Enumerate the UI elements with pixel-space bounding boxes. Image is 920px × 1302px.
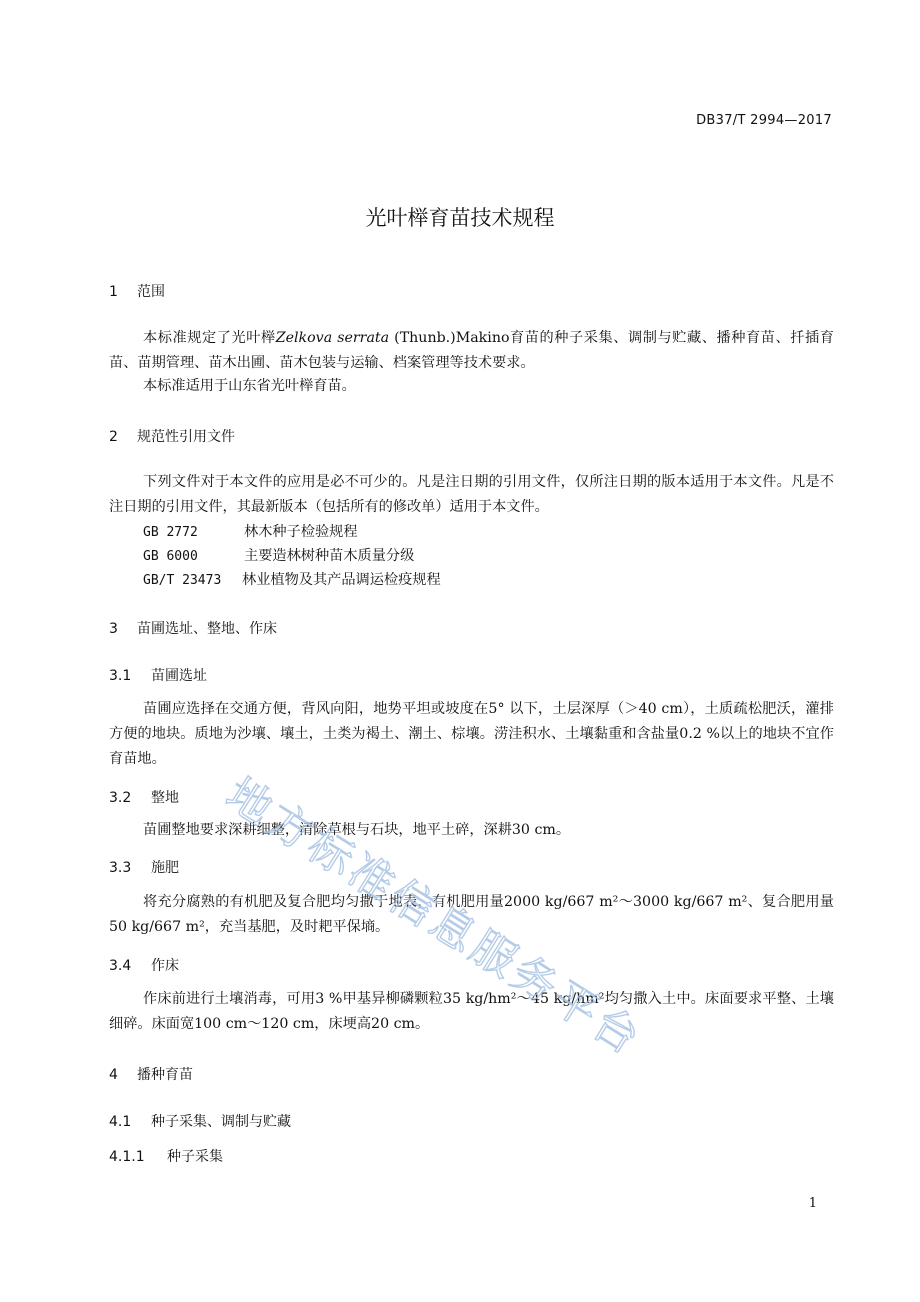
section-3-1-heading bbox=[109, 665, 207, 685]
section-title: 播种育苗 bbox=[137, 1067, 193, 1083]
reference-code: GB 6000 bbox=[143, 549, 198, 564]
section-3-2-heading bbox=[109, 787, 179, 807]
watermark-char: 地 bbox=[217, 768, 282, 836]
page-number: 1 bbox=[808, 1196, 817, 1211]
document-title: 光叶榉育苗技术规程 bbox=[365, 206, 555, 230]
section-3-3-paragraph: 将充分腐熟的有机肥及复合肥均匀撒于地表，有机肥用量2000 kg/667 m²～3000 kg/667 m²、复合肥用量50 kg/667 m²，充当基肥，及时耙平保墒。 bbox=[109, 894, 834, 935]
reference-item bbox=[143, 545, 414, 565]
reference-item bbox=[143, 521, 358, 541]
section-number: 2 bbox=[109, 429, 118, 445]
reference-title: 林业植物及其产品调运检疫规程 bbox=[242, 572, 441, 588]
section-title: 种子采集、调制与贮藏 bbox=[151, 1114, 291, 1130]
section-3-4-heading bbox=[109, 955, 179, 975]
section-4-heading bbox=[109, 1064, 193, 1084]
watermark-char: 标 bbox=[298, 819, 363, 887]
watermark-char: 平 bbox=[542, 972, 608, 1039]
section-title: 范围 bbox=[137, 284, 165, 300]
reference-code: GB/T 23473 bbox=[143, 573, 222, 588]
section-title: 作床 bbox=[151, 958, 179, 974]
section-3-2-paragraph: 苗圃整地要求深耕细整，清除草根与石块，地平土碎，深耕30 cm。 bbox=[143, 822, 571, 838]
section-title: 施肥 bbox=[151, 860, 179, 876]
section-4-1-heading bbox=[109, 1111, 291, 1131]
document-code: DB37/T 2994—2017 bbox=[696, 113, 832, 128]
section-2-paragraph: 下列文件对于本文件的应用是必不可少的。凡是注日期的引用文件，仅所注日期的版本适用于本文件。凡是不注日期的引用文件，其最新版本（包括所有的修改单）适用于本文件。 bbox=[109, 474, 834, 515]
section-1-paragraph-scope bbox=[109, 326, 834, 376]
watermark-char: 息 bbox=[420, 895, 485, 963]
section-number: 4.1.1 bbox=[109, 1149, 145, 1165]
watermark-char: 方 bbox=[257, 794, 323, 861]
watermark-char: 服 bbox=[461, 921, 526, 988]
section-1-paragraph-applicability: 本标准适用于山东省光叶榉育苗。 bbox=[143, 378, 356, 394]
watermark-char: 信 bbox=[379, 870, 445, 937]
scope-text-2: (Thunb.)Makino育苗的种子采集、调制与贮藏、播种育苗、扦插育苗、苗期管理、苗木出圃、苗木包装与运输、档案管理等技术要求。 bbox=[109, 330, 834, 371]
section-1-heading bbox=[109, 281, 165, 301]
section-title: 苗圃选址 bbox=[151, 668, 207, 684]
section-number: 4.1 bbox=[109, 1114, 132, 1130]
watermark-char: 务 bbox=[502, 946, 567, 1014]
section-number: 3.3 bbox=[109, 860, 132, 876]
section-title: 种子采集 bbox=[167, 1149, 223, 1165]
section-title: 整地 bbox=[151, 790, 179, 806]
reference-item bbox=[143, 569, 441, 589]
section-number: 3 bbox=[109, 621, 118, 637]
section-number: 4 bbox=[109, 1067, 118, 1083]
watermark-char: 台 bbox=[583, 997, 648, 1065]
section-title: 苗圃选址、整地、作床 bbox=[137, 621, 277, 637]
section-3-3-heading bbox=[109, 857, 179, 877]
section-2-heading bbox=[109, 426, 235, 446]
scientific-name: Zelkova serrata bbox=[275, 330, 390, 346]
section-number: 3.2 bbox=[109, 790, 132, 806]
reference-title: 林木种子检验规程 bbox=[244, 524, 358, 540]
section-3-4-paragraph: 作床前进行土壤消毒，可用3 %甲基异柳磷颗粒35 kg/hm²～45 kg/hm²均匀撒入土中。床面要求平整、土壤细碎。床面宽100 cm～120 cm，床埂高20 cm。 bbox=[109, 991, 834, 1032]
reference-title: 主要造林树种苗木质量分级 bbox=[244, 548, 415, 564]
reference-code: GB 2772 bbox=[143, 525, 198, 540]
section-4-1-1-heading bbox=[109, 1146, 223, 1166]
section-3-heading bbox=[109, 618, 277, 638]
scope-text-1: 本标准规定了光叶榉 bbox=[143, 330, 276, 346]
section-number: 1 bbox=[109, 284, 118, 300]
section-number: 3.4 bbox=[109, 958, 132, 974]
section-number: 3.1 bbox=[109, 668, 132, 684]
watermark-char: 准 bbox=[339, 844, 404, 912]
section-3-1-paragraph: 苗圃应选择在交通方便，背风向阳，地势平坦或坡度在5° 以下，土层深厚（＞40 cm），土质疏松肥沃，灌排方便的地块。质地为沙壤、壤土，土类为褐土、潮土、棕壤。涝洼积水、土壤黏重和含盐量0.2 %以上的地块不宜作育苗地。 bbox=[109, 701, 834, 767]
section-title: 规范性引用文件 bbox=[137, 429, 235, 445]
